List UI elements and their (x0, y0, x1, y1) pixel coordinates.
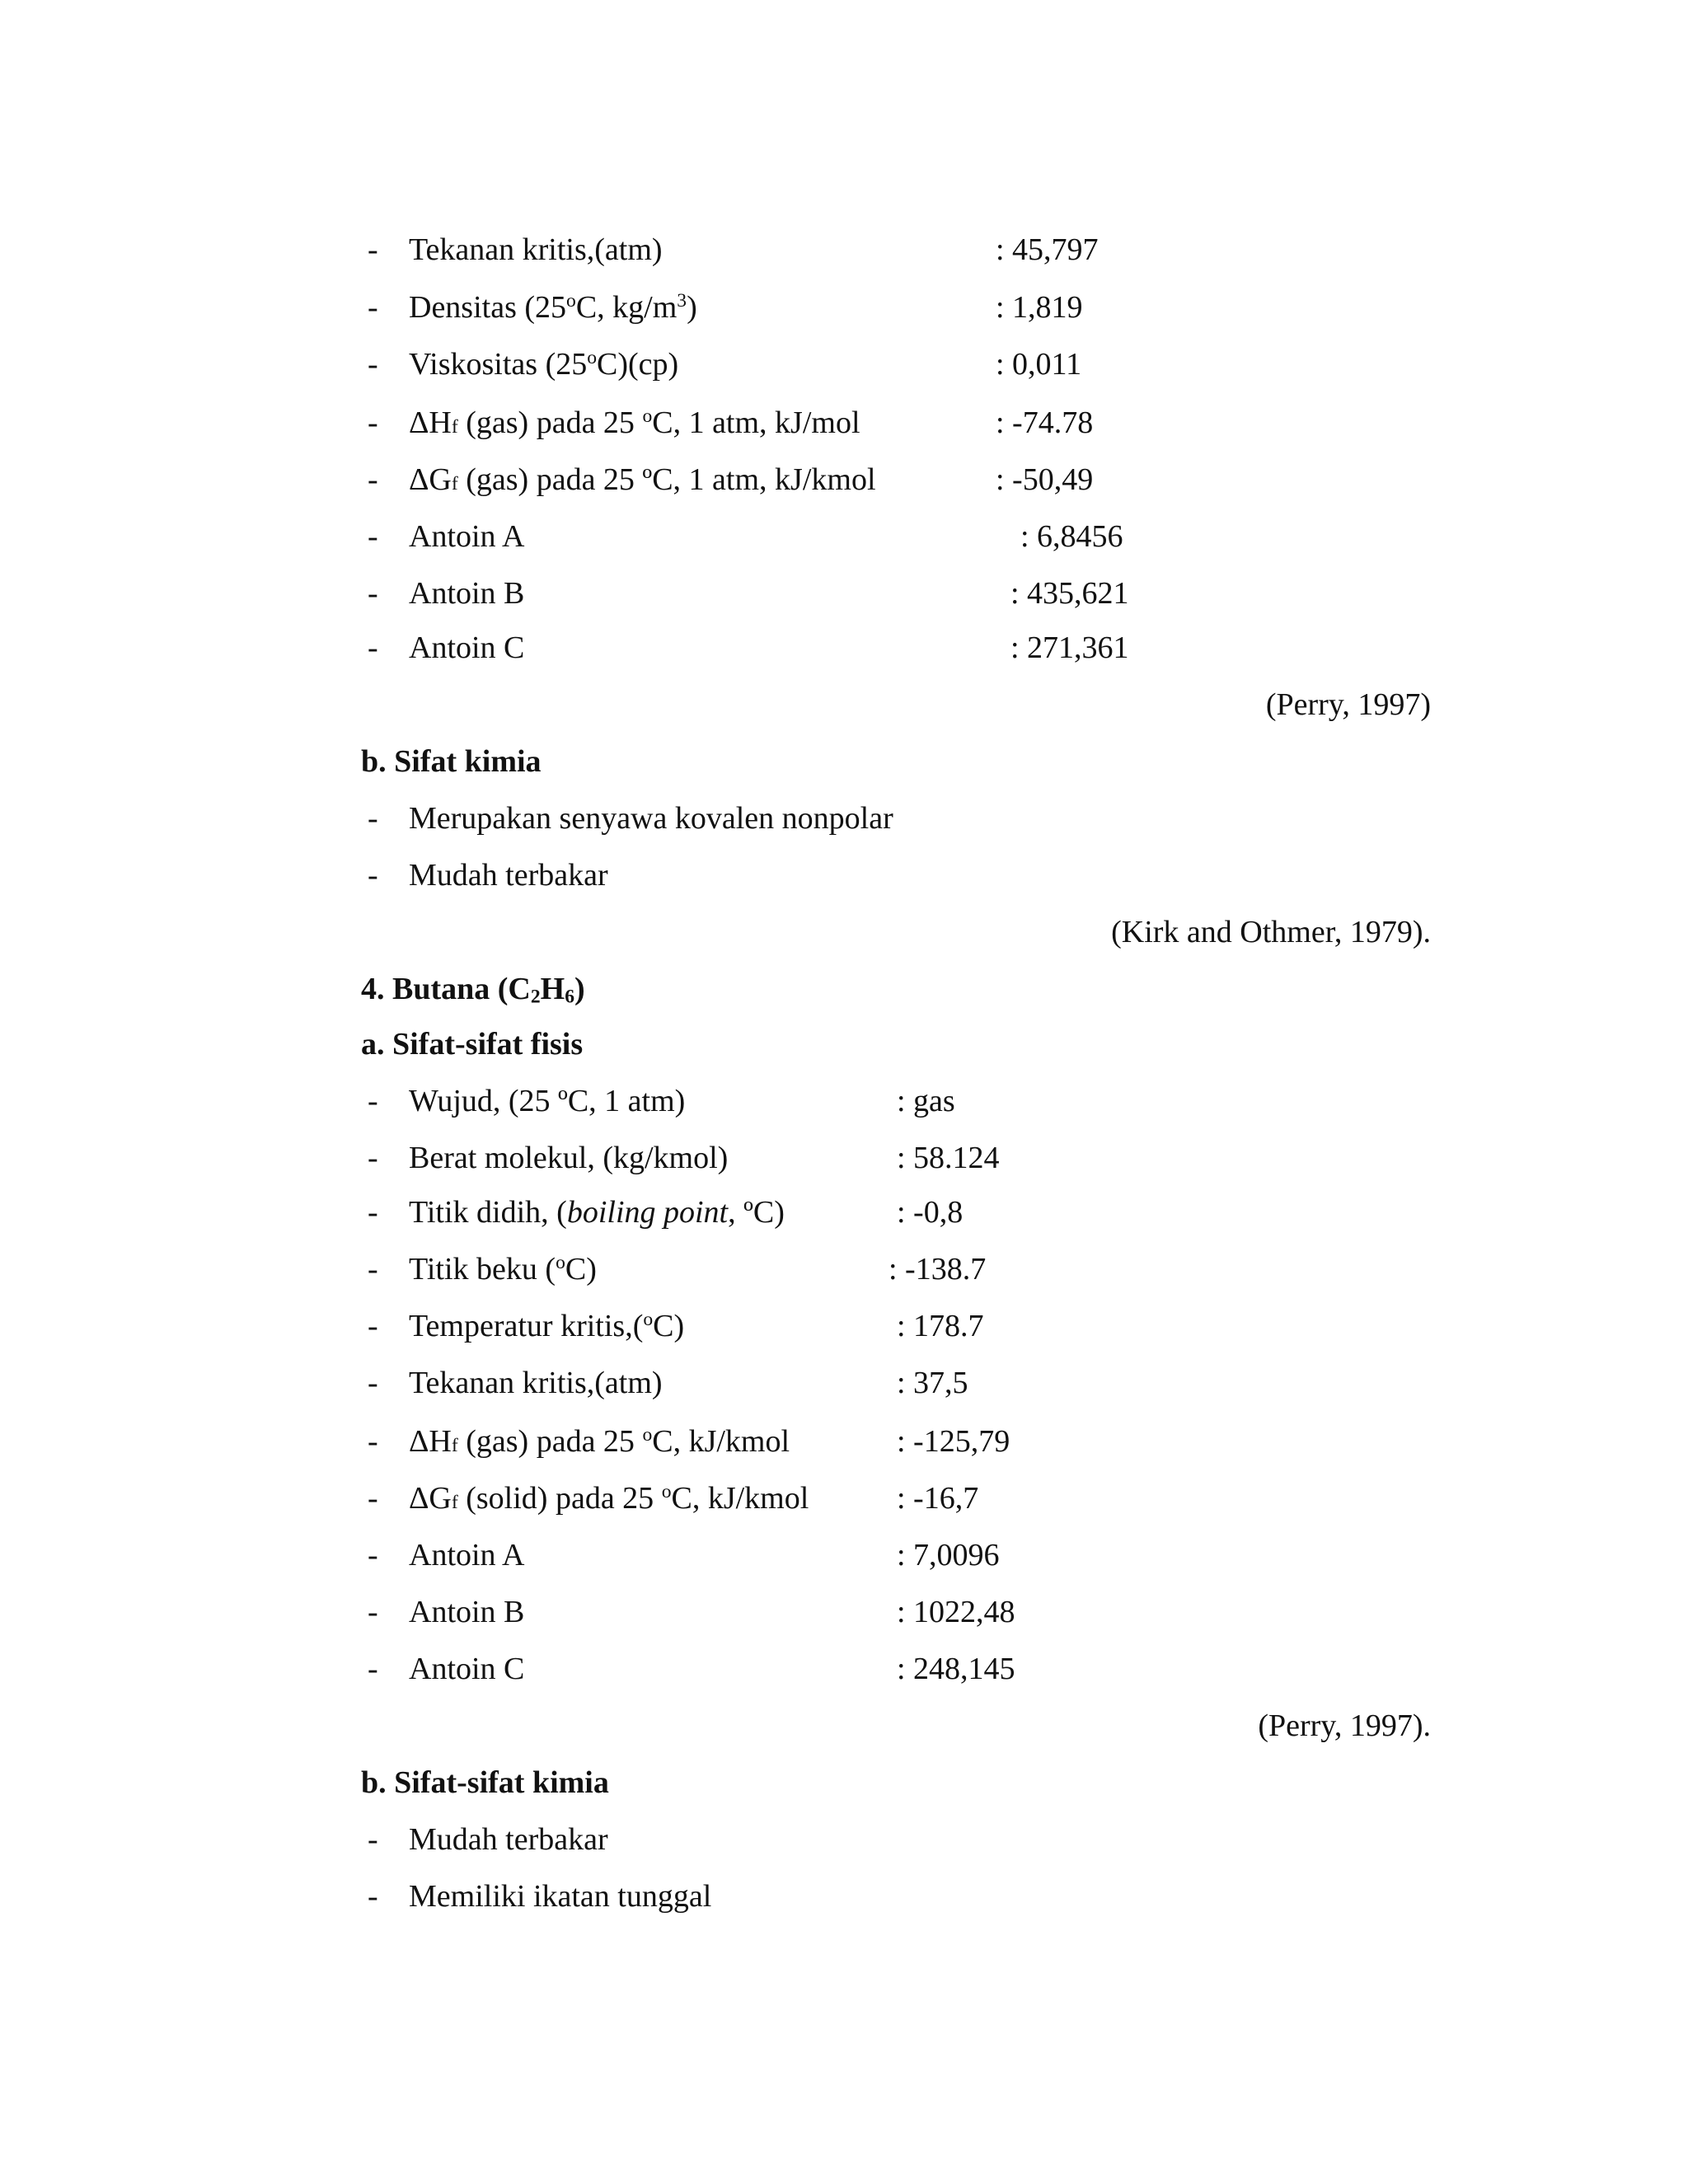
bullet-dash: - (368, 232, 378, 267)
section-heading: 4. Butana $(C_2H_6)$ (361, 972, 585, 1008)
property-label: Temperatur kritis,($^o$C) (409, 1309, 685, 1343)
property-label: Antoin C (409, 630, 525, 665)
property-value: : 271,361 (1010, 630, 1129, 665)
property-value: : 6,8456 (1020, 519, 1123, 554)
property-label: Antoin B (409, 1595, 525, 1629)
property-label: Tekanan kritis,(atm) (409, 232, 663, 267)
property-value: : 435,621 (1010, 576, 1129, 611)
bullet-dash: - (368, 576, 378, 611)
bullet-dash: - (368, 1366, 378, 1400)
property-label: Antoin A (409, 1538, 525, 1572)
bullet-dash: - (368, 519, 378, 554)
property-value: : -125,79 (897, 1424, 1010, 1459)
property-label: Tekanan kritis,(atm) (409, 1366, 663, 1400)
bullet-dash: - (368, 1652, 378, 1686)
property-label: Densitas (25$^o$C, $kg/m^3$) (409, 290, 697, 325)
property-value: : 45,797 (996, 232, 1099, 267)
property-value: : 37,5 (897, 1366, 968, 1400)
bullet-dash: - (368, 1538, 378, 1572)
property-value: : 0,011 (996, 347, 1082, 382)
property-value: : -50,49 (996, 462, 1094, 497)
property-value: : -74.78 (996, 405, 1094, 440)
subsection-heading: a. Sifat-sifat fisis (361, 1027, 584, 1062)
bullet-dash: - (368, 801, 378, 836)
property-value: : 248,145 (897, 1652, 1015, 1686)
property-value: : 1022,48 (897, 1595, 1015, 1629)
section-heading: b. Sifat kimia (361, 744, 542, 779)
bullet-dash: - (368, 1252, 378, 1286)
bullet-dash: - (368, 1481, 378, 1516)
citation: (Perry, 1997). (1258, 1708, 1431, 1743)
bullet-dash: - (368, 1309, 378, 1343)
citation: (Perry, 1997) (1265, 687, 1431, 722)
property-label: Wujud, (25 ºC, 1 atm) (409, 1084, 686, 1118)
property-value: : -16,7 (897, 1481, 979, 1516)
property-label: Antoin B (409, 576, 525, 611)
property-label: Antoin C (409, 1652, 525, 1686)
property-value: : -0,8 (897, 1195, 964, 1230)
bullet-dash: - (368, 1141, 378, 1175)
property-label: Titik beku ($^o$C) (409, 1252, 597, 1286)
property-label: ΔHf (gas) pada 25 $^o$C, 1 atm, kJ/mol (409, 405, 860, 440)
property-value: : 178.7 (897, 1309, 984, 1343)
list-item-text: Merupakan senyawa kovalen nonpolar (409, 801, 893, 836)
bullet-dash: - (368, 1424, 378, 1459)
bullet-dash: - (368, 1195, 378, 1230)
property-label: ΔGf (gas) pada 25 ºC, 1 atm, kJ/kmol (409, 462, 876, 497)
property-label: Viskositas (25$^o$C)(cp) (409, 347, 679, 382)
bullet-dash: - (368, 462, 378, 497)
bullet-dash: - (368, 290, 378, 325)
bullet-dash: - (368, 1822, 378, 1857)
bullet-dash: - (368, 858, 378, 893)
bullet-dash: - (368, 1084, 378, 1118)
property-label: Antoin A (409, 519, 525, 554)
property-label: Titik didih, (boiling point, ºC) (409, 1195, 785, 1230)
list-item-text: Memiliki ikatan tunggal (409, 1879, 712, 1914)
bullet-dash: - (368, 630, 378, 665)
property-label: Berat molekul, (kg/kmol) (409, 1141, 729, 1175)
property-label: ΔGf (solid) pada 25 $^o$C, kJ/kmol (409, 1481, 809, 1516)
bullet-dash: - (368, 1595, 378, 1629)
property-value: : -138.7 (889, 1252, 987, 1286)
property-value: : 1,819 (996, 290, 1083, 325)
citation: (Kirk and Othmer, 1979). (1111, 915, 1431, 949)
bullet-dash: - (368, 347, 378, 382)
property-label: ΔHf (gas) pada 25 $^o$C, kJ/kmol (409, 1424, 790, 1459)
list-item-text: Mudah terbakar (409, 1822, 608, 1857)
property-value: : 7,0096 (897, 1538, 1000, 1572)
bullet-dash: - (368, 405, 378, 440)
property-value: : gas (897, 1084, 955, 1118)
property-value: : 58.124 (897, 1141, 1000, 1175)
bullet-dash: - (368, 1879, 378, 1914)
subsection-heading: b. Sifat-sifat kimia (361, 1765, 609, 1800)
list-item-text: Mudah terbakar (409, 858, 608, 893)
